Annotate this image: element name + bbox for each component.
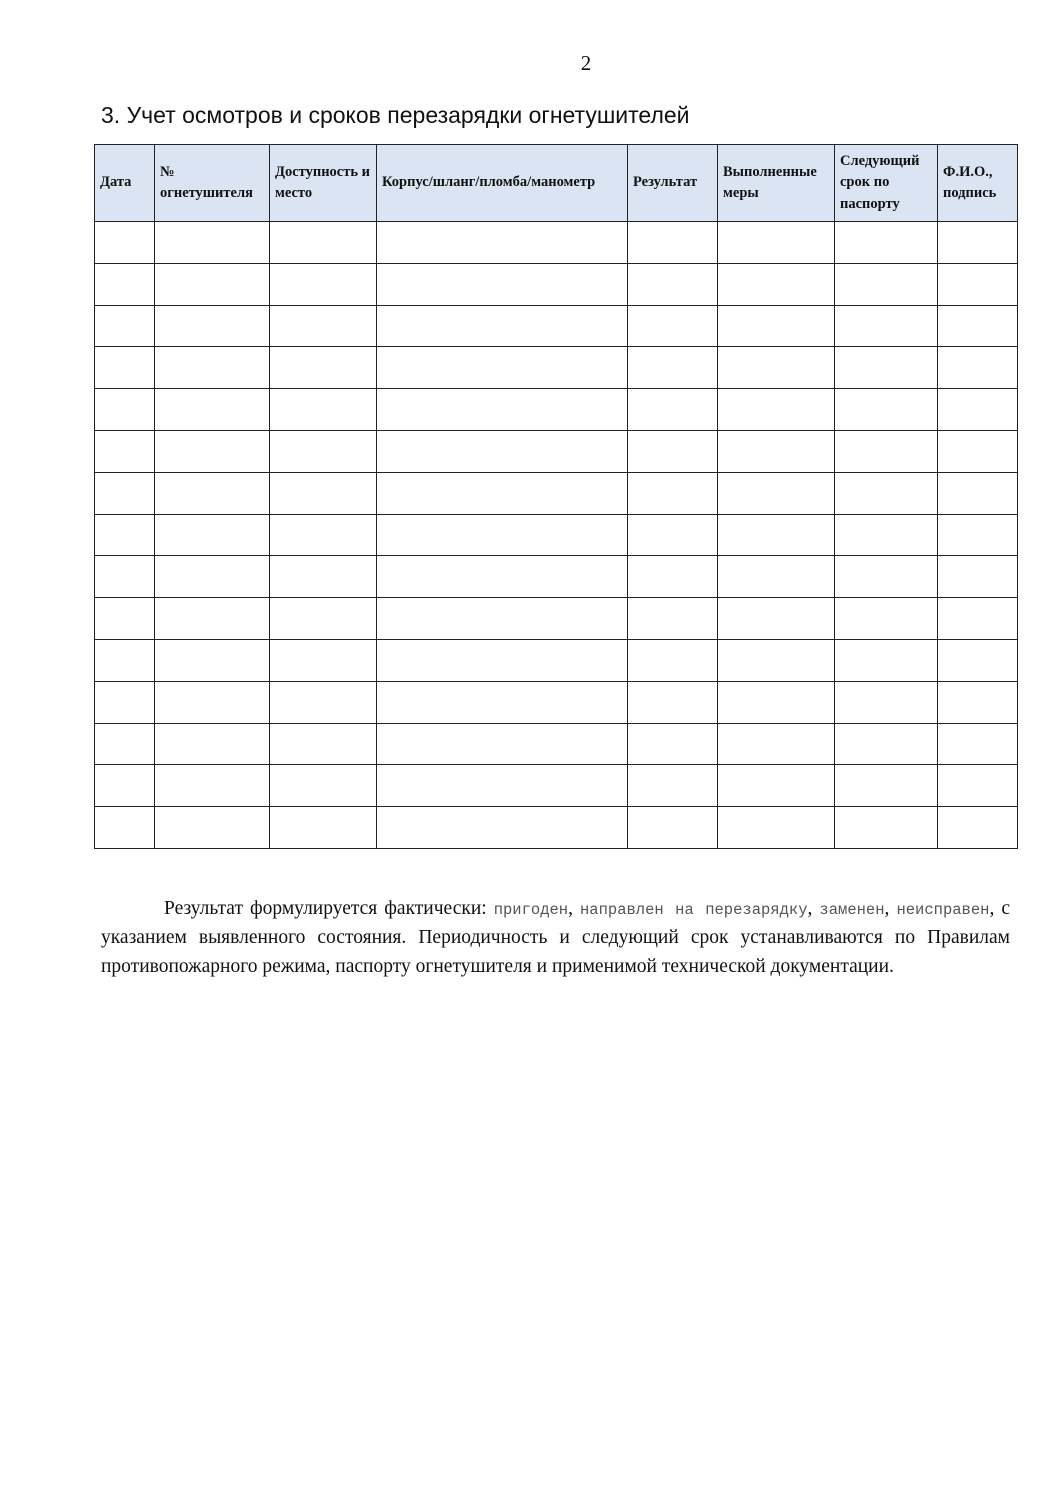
table-cell[interactable] xyxy=(938,430,1018,472)
table-row xyxy=(95,514,1018,556)
table-cell[interactable] xyxy=(270,222,377,264)
table-cell[interactable] xyxy=(270,305,377,347)
table-cell[interactable] xyxy=(835,723,938,765)
table-cell[interactable] xyxy=(270,556,377,598)
table-cell[interactable] xyxy=(270,807,377,849)
table-cell[interactable] xyxy=(718,263,835,305)
table-cell[interactable] xyxy=(270,765,377,807)
table-cell[interactable] xyxy=(155,472,270,514)
table-cell[interactable] xyxy=(155,263,270,305)
table-cell[interactable] xyxy=(377,263,628,305)
table-cell[interactable] xyxy=(628,598,718,640)
table-cell[interactable] xyxy=(377,430,628,472)
table-cell[interactable] xyxy=(938,681,1018,723)
table-cell[interactable] xyxy=(377,639,628,681)
table-cell[interactable] xyxy=(938,807,1018,849)
table-cell[interactable] xyxy=(718,389,835,431)
table-cell[interactable] xyxy=(377,723,628,765)
table-cell[interactable] xyxy=(628,556,718,598)
table-cell[interactable] xyxy=(95,556,155,598)
table-row xyxy=(95,222,1018,264)
table-body xyxy=(95,222,1018,849)
table-cell[interactable] xyxy=(835,765,938,807)
table-cell[interactable] xyxy=(155,305,270,347)
column-header-date: Дата xyxy=(95,145,155,222)
table-row xyxy=(95,305,1018,347)
table-cell[interactable] xyxy=(377,347,628,389)
result-value-faulty: неисправен xyxy=(896,900,990,919)
table-cell[interactable] xyxy=(155,765,270,807)
table-cell[interactable] xyxy=(835,347,938,389)
table-cell[interactable] xyxy=(377,765,628,807)
table-cell[interactable] xyxy=(377,681,628,723)
table-cell[interactable] xyxy=(377,222,628,264)
table-cell[interactable] xyxy=(628,430,718,472)
table-cell[interactable] xyxy=(155,389,270,431)
table-cell[interactable] xyxy=(155,514,270,556)
table-cell[interactable] xyxy=(835,514,938,556)
table-cell[interactable] xyxy=(628,347,718,389)
table-cell[interactable] xyxy=(718,430,835,472)
table-cell[interactable] xyxy=(835,430,938,472)
table-cell[interactable] xyxy=(628,389,718,431)
table-row xyxy=(95,807,1018,849)
table-row xyxy=(95,598,1018,640)
table-cell[interactable] xyxy=(835,305,938,347)
table-cell[interactable] xyxy=(95,430,155,472)
table-cell[interactable] xyxy=(377,598,628,640)
table-cell[interactable] xyxy=(938,305,1018,347)
column-header-result: Результат xyxy=(628,145,718,222)
table-cell[interactable] xyxy=(270,347,377,389)
table-row xyxy=(95,430,1018,472)
table-cell[interactable] xyxy=(95,639,155,681)
table-cell[interactable] xyxy=(718,598,835,640)
table-cell[interactable] xyxy=(270,263,377,305)
column-header-name-signature: Ф.И.О., подпись xyxy=(938,145,1018,222)
table-cell[interactable] xyxy=(155,222,270,264)
table-cell[interactable] xyxy=(938,347,1018,389)
table-cell[interactable] xyxy=(377,472,628,514)
table-cell[interactable] xyxy=(938,472,1018,514)
table-cell[interactable] xyxy=(155,347,270,389)
table-row xyxy=(95,765,1018,807)
result-value-sent-for-recharge: направлен на перезарядку xyxy=(580,900,808,919)
table-cell[interactable] xyxy=(270,723,377,765)
table-cell[interactable] xyxy=(155,556,270,598)
table-cell[interactable] xyxy=(270,514,377,556)
table-cell[interactable] xyxy=(835,472,938,514)
table-cell[interactable] xyxy=(95,598,155,640)
table-cell[interactable] xyxy=(628,723,718,765)
table-cell[interactable] xyxy=(835,556,938,598)
table-cell[interactable] xyxy=(938,556,1018,598)
table-cell[interactable] xyxy=(95,347,155,389)
table-row xyxy=(95,472,1018,514)
table-cell[interactable] xyxy=(628,222,718,264)
table-cell[interactable] xyxy=(270,681,377,723)
note-rest: , с указанием выявленного состояния. Периодичность и следующий срок устанавливаются по Правилам противопожарного режима, паспорту огнетушителя и применимой технической документации. xyxy=(101,897,1010,977)
inspection-log-table xyxy=(94,144,1018,849)
column-header-measures-taken: Выполненные меры xyxy=(718,145,835,222)
table-cell[interactable] xyxy=(628,807,718,849)
table-cell[interactable] xyxy=(270,639,377,681)
table-cell[interactable] xyxy=(718,472,835,514)
table-cell[interactable] xyxy=(835,389,938,431)
table-cell[interactable] xyxy=(377,514,628,556)
table-cell[interactable] xyxy=(377,807,628,849)
column-header-accessibility-location: Доступность и место xyxy=(270,145,377,222)
table-cell[interactable] xyxy=(628,305,718,347)
table-row xyxy=(95,263,1018,305)
section-title: 3. Учет осмотров и сроков перезарядки огнетушителей xyxy=(101,102,690,128)
table-cell[interactable] xyxy=(938,723,1018,765)
table-cell[interactable] xyxy=(95,389,155,431)
table-cell[interactable] xyxy=(835,681,938,723)
table-cell[interactable] xyxy=(938,514,1018,556)
table-cell[interactable] xyxy=(270,430,377,472)
table-cell[interactable] xyxy=(270,598,377,640)
table-cell[interactable] xyxy=(718,723,835,765)
table-cell[interactable] xyxy=(155,639,270,681)
table-cell[interactable] xyxy=(628,472,718,514)
table-header-row xyxy=(95,145,1018,222)
table-cell[interactable] xyxy=(628,681,718,723)
table-cell[interactable] xyxy=(835,263,938,305)
column-header-next-date: Следующий срок по паспорту xyxy=(835,145,938,222)
table-cell[interactable] xyxy=(718,514,835,556)
table-cell[interactable] xyxy=(155,723,270,765)
table-row xyxy=(95,347,1018,389)
table-cell[interactable] xyxy=(718,305,835,347)
table-cell[interactable] xyxy=(155,598,270,640)
table-cell[interactable] xyxy=(377,556,628,598)
table-cell[interactable] xyxy=(95,681,155,723)
page-number: 2 xyxy=(580,51,592,75)
table-cell[interactable] xyxy=(938,263,1018,305)
table-cell[interactable] xyxy=(270,472,377,514)
note-intro: Результат формулируется фактически: xyxy=(164,897,487,919)
table-cell[interactable] xyxy=(95,514,155,556)
table-cell[interactable] xyxy=(718,222,835,264)
table-row xyxy=(95,681,1018,723)
table-cell[interactable] xyxy=(628,514,718,556)
note-paragraph: Результат формулируется фактически: пригоден, направлен на перезарядку, заменен, неисправен, с указанием выявленного состояния. Периодичность и следующий срок устанавливаются по Правилам противопожарного режима, паспорту огнетушителя и применимой технической документации. xyxy=(101,897,1010,977)
table-cell[interactable] xyxy=(628,765,718,807)
table-cell[interactable] xyxy=(718,556,835,598)
column-header-extinguisher-number: № огнетушителя xyxy=(155,145,270,222)
table-cell[interactable] xyxy=(270,389,377,431)
table-cell[interactable] xyxy=(938,639,1018,681)
table-cell[interactable] xyxy=(835,807,938,849)
table-cell[interactable] xyxy=(377,389,628,431)
table-row xyxy=(95,723,1018,765)
table-cell[interactable] xyxy=(377,305,628,347)
column-header-body-hose-seal-gauge: Корпус/шланг/пломба/манометр xyxy=(377,145,628,222)
table-cell[interactable] xyxy=(718,765,835,807)
table-cell[interactable] xyxy=(718,681,835,723)
table-cell[interactable] xyxy=(95,765,155,807)
table-cell[interactable] xyxy=(835,639,938,681)
table-cell[interactable] xyxy=(938,765,1018,807)
table-cell[interactable] xyxy=(155,807,270,849)
table-cell[interactable] xyxy=(835,222,938,264)
table-cell[interactable] xyxy=(95,472,155,514)
table-cell[interactable] xyxy=(938,598,1018,640)
table-cell[interactable] xyxy=(718,807,835,849)
result-value-fit: пригоден xyxy=(493,900,569,919)
table-row xyxy=(95,639,1018,681)
table-cell[interactable] xyxy=(155,430,270,472)
table-cell[interactable] xyxy=(155,681,270,723)
table-cell[interactable] xyxy=(95,305,155,347)
table-cell[interactable] xyxy=(938,389,1018,431)
table-row xyxy=(95,389,1018,431)
table-cell[interactable] xyxy=(628,639,718,681)
table-cell[interactable] xyxy=(628,263,718,305)
table-cell[interactable] xyxy=(95,263,155,305)
table-cell[interactable] xyxy=(718,347,835,389)
table-cell[interactable] xyxy=(835,598,938,640)
table-cell[interactable] xyxy=(95,222,155,264)
table-cell[interactable] xyxy=(718,639,835,681)
table-cell[interactable] xyxy=(95,807,155,849)
table-cell[interactable] xyxy=(95,723,155,765)
table-cell[interactable] xyxy=(938,222,1018,264)
result-value-replaced: заменен xyxy=(819,900,885,919)
table-row xyxy=(95,556,1018,598)
